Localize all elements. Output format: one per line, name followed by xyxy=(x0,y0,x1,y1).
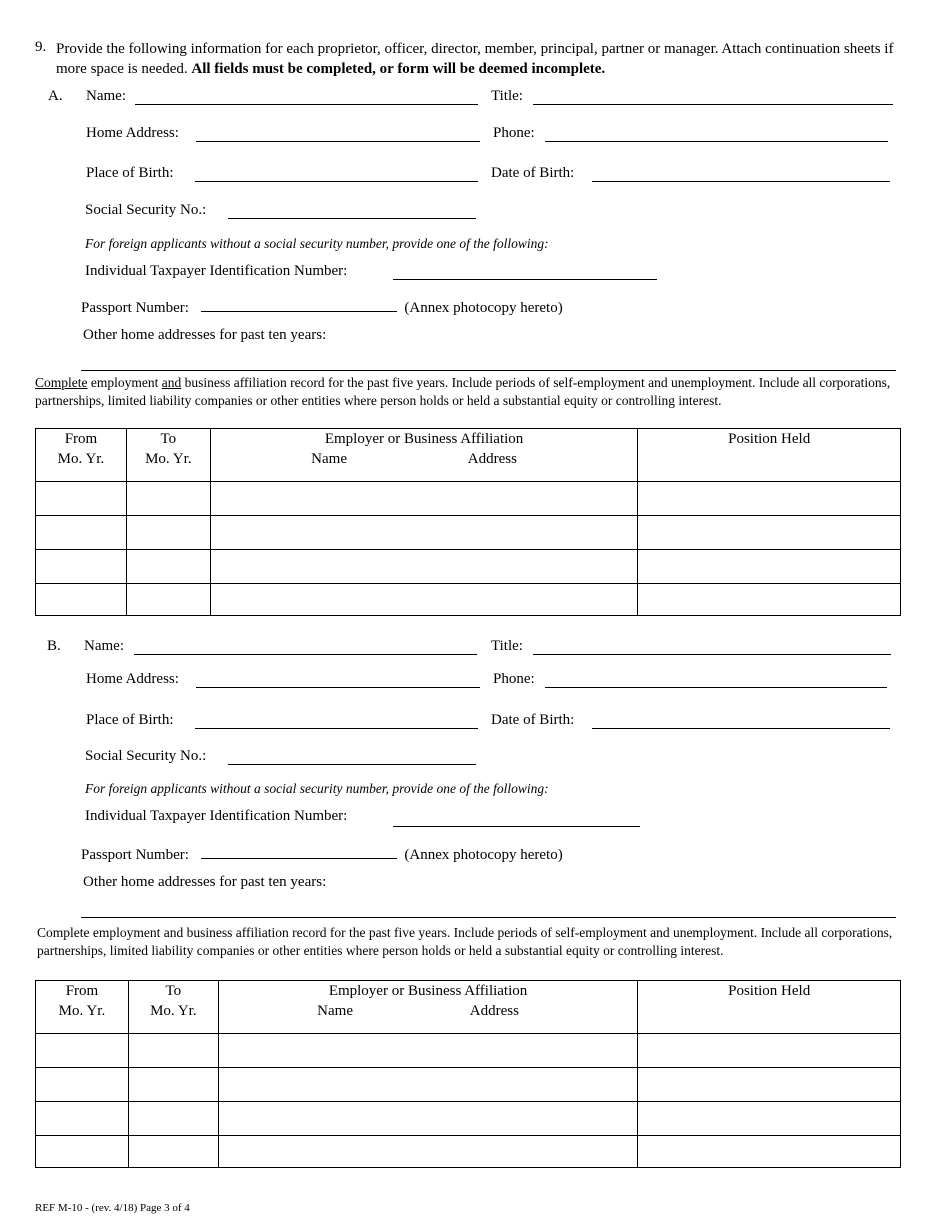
person-b-letter: B. xyxy=(47,638,61,654)
cell-from[interactable] xyxy=(36,1034,129,1068)
col-from xyxy=(36,981,129,1034)
cell-to[interactable] xyxy=(128,1068,218,1102)
person-a-other-addresses-label: Other home addresses for past ten years: xyxy=(83,327,327,343)
person-b-name-field[interactable] xyxy=(134,654,477,655)
person-a-name-field[interactable] xyxy=(135,104,478,105)
col-to xyxy=(126,429,210,482)
table-header-row xyxy=(36,981,901,1034)
cell-to[interactable] xyxy=(128,1136,218,1168)
cell-employer[interactable] xyxy=(210,516,638,550)
person-b-passport-row xyxy=(81,844,563,864)
address-label: Address xyxy=(467,451,517,467)
employment-b-instructions: Complete employment and business affiliation record for the past five years. Include periods of self-employment and unemployment. Include all corporations, partnerships, limited liability companies or other entities where person holds or held a substantial equity or controlling interest. xyxy=(37,925,893,958)
person-b-home-address-label: Home Address: xyxy=(86,671,179,687)
person-a-title-label: Title: xyxy=(491,88,523,104)
employer-label: Employer or Business Affiliation xyxy=(328,983,528,999)
person-b-name-label: Name: xyxy=(84,638,124,654)
person-a-passport-field[interactable] xyxy=(201,297,397,312)
cell-to[interactable] xyxy=(128,1102,218,1136)
table-row[interactable] xyxy=(36,1068,901,1102)
name-label: Name xyxy=(317,1003,353,1019)
table-row[interactable] xyxy=(36,550,901,584)
col-to xyxy=(128,981,218,1034)
person-b-foreign-note: For foreign applicants without a social security number, provide one of the following: xyxy=(85,781,549,796)
person-a-itin-label: Individual Taxpayer Identification Number: xyxy=(85,263,348,279)
person-a-other-addresses-field[interactable] xyxy=(81,370,896,371)
person-a-ssn-label: Social Security No.: xyxy=(85,202,207,218)
col-position xyxy=(638,981,901,1034)
person-b-title-label: Title: xyxy=(491,638,523,654)
person-b-title-field[interactable] xyxy=(533,654,891,655)
intro-warning: All fields must be completed, or form will be deemed incomplete. xyxy=(191,61,606,77)
mo-yr-label: Mo. Yr. xyxy=(145,451,192,467)
person-b-place-of-birth-label: Place of Birth: xyxy=(86,712,174,728)
table-header-row xyxy=(36,429,901,482)
person-a-place-of-birth-label: Place of Birth: xyxy=(86,165,174,181)
person-a-itin-field[interactable] xyxy=(393,279,657,280)
intro-text xyxy=(56,39,896,79)
col-employer xyxy=(218,981,638,1034)
cell-employer[interactable] xyxy=(210,482,638,516)
emphasis-and: and xyxy=(161,375,182,390)
employment-table-b xyxy=(35,980,901,1168)
cell-from[interactable] xyxy=(36,1068,129,1102)
address-label: Address xyxy=(469,1003,519,1019)
cell-employer[interactable] xyxy=(210,584,638,616)
cell-from[interactable] xyxy=(36,584,127,616)
employer-label: Employer or Business Affiliation xyxy=(324,431,524,447)
cell-position[interactable] xyxy=(638,1102,901,1136)
table-row[interactable] xyxy=(36,1102,901,1136)
cell-from[interactable] xyxy=(36,482,127,516)
person-a-name-label: Name: xyxy=(86,88,126,104)
to-label: To xyxy=(160,431,177,447)
person-a-title-field[interactable] xyxy=(533,104,893,105)
person-b-phone-field[interactable] xyxy=(545,687,887,688)
person-a-passport-note: (Annex photocopy hereto) xyxy=(404,300,563,316)
person-b-passport-field[interactable] xyxy=(201,844,397,859)
employment-a-text-1: employment xyxy=(87,375,162,390)
mo-yr-label: Mo. Yr. xyxy=(57,451,105,467)
person-b-home-address-field[interactable] xyxy=(196,687,480,688)
person-b-ssn-field[interactable] xyxy=(228,764,476,765)
person-a-home-address-label: Home Address: xyxy=(86,125,179,141)
col-position xyxy=(638,429,901,482)
mo-yr-label: Mo. Yr. xyxy=(58,1003,106,1019)
from-label: From xyxy=(64,431,98,447)
employment-a-text-2: business affiliation record for the past five years. Include periods of self-employment and unemployment. Include all corporations, partnerships, limited liability companies or other entities where person holds or held a substantial equity or controlling interest. xyxy=(35,375,891,408)
person-a-foreign-note: For foreign applicants without a social security number, provide one of the following: xyxy=(85,236,549,251)
cell-to[interactable] xyxy=(126,550,210,584)
person-a-date-of-birth-label: Date of Birth: xyxy=(491,165,575,181)
person-b-date-of-birth-field[interactable] xyxy=(592,728,890,729)
mo-yr-label: Mo. Yr. xyxy=(150,1003,197,1019)
employment-table-a xyxy=(35,428,901,616)
col-employer xyxy=(210,429,638,482)
table-row[interactable] xyxy=(36,1034,901,1068)
cell-position[interactable] xyxy=(638,584,901,616)
person-a-phone-label: Phone: xyxy=(493,125,535,141)
name-label: Name xyxy=(311,451,347,467)
person-b-phone-label: Phone: xyxy=(493,671,535,687)
person-a-ssn-field[interactable] xyxy=(228,218,476,219)
page-footer: REF M-10 - (rev. 4/18) Page 3 of 4 xyxy=(35,1202,190,1214)
cell-position[interactable] xyxy=(638,1136,901,1168)
person-b-ssn-label: Social Security No.: xyxy=(85,748,207,764)
table-row[interactable] xyxy=(36,584,901,616)
cell-to[interactable] xyxy=(126,584,210,616)
cell-to[interactable] xyxy=(126,516,210,550)
table-row[interactable] xyxy=(36,516,901,550)
col-from xyxy=(36,429,127,482)
person-a-passport-row xyxy=(81,297,563,317)
person-b-date-of-birth-label: Date of Birth: xyxy=(491,712,575,728)
person-b-other-addresses-field[interactable] xyxy=(81,917,896,918)
person-b-passport-note: (Annex photocopy hereto) xyxy=(404,847,563,863)
item-number: 9. xyxy=(35,39,47,55)
to-label: To xyxy=(165,983,182,999)
cell-to[interactable] xyxy=(128,1034,218,1068)
cell-from[interactable] xyxy=(36,1102,129,1136)
table-row[interactable] xyxy=(36,1136,901,1168)
cell-employer[interactable] xyxy=(210,550,638,584)
cell-position[interactable] xyxy=(638,1068,901,1102)
person-b-itin-label: Individual Taxpayer Identification Number: xyxy=(85,808,348,824)
cell-position[interactable] xyxy=(638,516,901,550)
position-label: Position Held xyxy=(728,983,811,999)
from-label: From xyxy=(65,983,99,999)
cell-employer[interactable] xyxy=(218,1136,638,1168)
person-a-phone-field[interactable] xyxy=(545,141,888,142)
person-a-date-of-birth-field[interactable] xyxy=(592,181,890,182)
cell-position[interactable] xyxy=(638,482,901,516)
intro-instructions: Provide the following information for each proprietor, officer, director, member, principal, partner or manager. Attach continuation sheets if more space is needed. xyxy=(56,41,894,77)
person-b-other-addresses-label: Other home addresses for past ten years: xyxy=(83,874,327,890)
person-b-place-of-birth-field[interactable] xyxy=(195,728,478,729)
person-a-home-address-field[interactable] xyxy=(196,141,480,142)
cell-from[interactable] xyxy=(36,516,127,550)
cell-from[interactable] xyxy=(36,1136,129,1168)
person-a-letter: A. xyxy=(48,88,63,104)
cell-from[interactable] xyxy=(36,550,127,584)
position-label: Position Held xyxy=(728,431,811,447)
person-a-place-of-birth-field[interactable] xyxy=(195,181,478,182)
cell-employer[interactable] xyxy=(218,1034,638,1068)
cell-position[interactable] xyxy=(638,1034,901,1068)
person-a-passport-label: Passport Number: xyxy=(81,300,189,316)
cell-employer[interactable] xyxy=(218,1102,638,1136)
cell-employer[interactable] xyxy=(218,1068,638,1102)
person-b-itin-field[interactable] xyxy=(393,826,640,827)
emphasis-complete: Complete xyxy=(35,375,88,390)
cell-position[interactable] xyxy=(638,550,901,584)
employment-a-instructions xyxy=(35,374,905,410)
cell-to[interactable] xyxy=(126,482,210,516)
table-row[interactable] xyxy=(36,482,901,516)
person-b-passport-label: Passport Number: xyxy=(81,847,189,863)
